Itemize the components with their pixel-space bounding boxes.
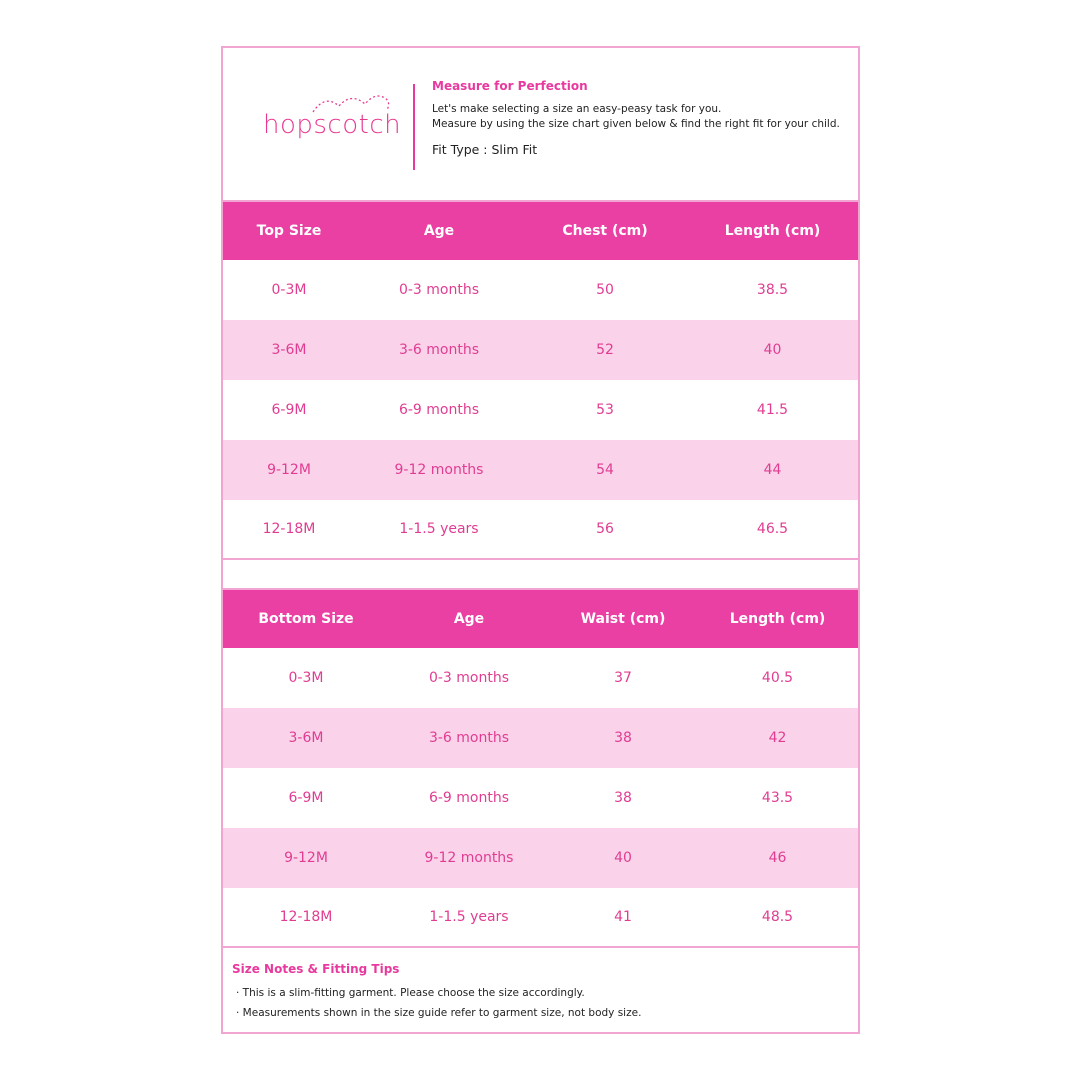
waist-cell: 38	[614, 730, 632, 746]
bottom-size-table	[223, 588, 858, 948]
waist-cell: 41	[614, 909, 632, 925]
header-instructions: Measure by using the size chart given below & find the right fit for your child.	[432, 118, 840, 130]
age-cell: 1-1.5 years	[429, 909, 509, 925]
length-cell: 40.5	[761, 670, 794, 686]
age-cell: 3-6 months	[428, 730, 510, 746]
length-cell: 48.5	[761, 909, 794, 925]
table-header	[223, 588, 858, 648]
table-row	[223, 380, 858, 440]
table-row	[223, 708, 858, 768]
age-cell: 9-12 months	[394, 462, 484, 478]
age-cell: 6-9 months	[428, 790, 510, 806]
waist-cell: 38	[614, 790, 632, 806]
chest-cell: 54	[596, 462, 614, 478]
top-size-table	[223, 200, 858, 560]
size-chart-header	[223, 48, 858, 200]
waist-cell: 37	[614, 670, 632, 686]
age-cell: 0-3 months	[398, 282, 480, 298]
table-row	[223, 768, 858, 828]
length-cell: 40	[763, 342, 782, 358]
hopscotch-logo	[263, 88, 402, 148]
size-cell: 3-6M	[288, 730, 324, 746]
size-chart-card	[221, 46, 860, 1034]
size-cell: 12-18M	[279, 909, 333, 925]
logo-text: hopscotch	[263, 110, 402, 140]
size-cell: 0-3M	[288, 670, 324, 686]
length-cell: 38.5	[756, 282, 789, 298]
table-header	[223, 200, 858, 260]
length-cell: 44	[763, 462, 782, 478]
table-row	[223, 888, 858, 948]
age-cell: 1-1.5 years	[399, 521, 479, 537]
size-notes	[232, 962, 852, 1023]
age-cell: 0-3 months	[428, 670, 510, 686]
column-header: Age	[453, 611, 485, 627]
size-cell: 9-12M	[267, 462, 311, 478]
note-item: · This is a slim-fitting garment. Please choose the size accordingly.	[236, 987, 585, 999]
header-text	[432, 79, 842, 157]
length-cell: 43.5	[761, 790, 794, 806]
size-cell: 0-3M	[271, 282, 307, 298]
column-header: Age	[423, 223, 455, 239]
column-header: Bottom Size	[258, 611, 354, 627]
age-cell: 3-6 months	[398, 342, 480, 358]
chest-cell: 53	[596, 402, 614, 418]
size-cell: 12-18M	[262, 521, 316, 537]
column-header: Length (cm)	[729, 611, 826, 627]
size-cell: 6-9M	[271, 402, 307, 418]
size-cell: 6-9M	[288, 790, 324, 806]
age-cell: 9-12 months	[424, 850, 514, 866]
table-row	[223, 828, 858, 888]
column-header: Top Size	[256, 223, 322, 239]
size-cell: 3-6M	[271, 342, 307, 358]
size-cell: 9-12M	[284, 850, 328, 866]
length-cell: 42	[768, 730, 787, 746]
chest-cell: 56	[596, 521, 614, 537]
table-row	[223, 260, 858, 320]
column-header: Length (cm)	[724, 223, 821, 239]
length-cell: 46.5	[756, 521, 789, 537]
fit-type: Fit Type : Slim Fit	[432, 142, 538, 157]
header-divider	[413, 84, 415, 170]
table-row	[223, 500, 858, 560]
age-cell: 6-9 months	[398, 402, 480, 418]
column-header: Chest (cm)	[562, 223, 648, 239]
header-title: Measure for Perfection	[432, 79, 588, 93]
header-intro: Let's make selecting a size an easy-peasy task for you.	[432, 103, 722, 115]
length-cell: 46	[768, 850, 787, 866]
notes-title: Size Notes & Fitting Tips	[232, 962, 400, 976]
note-item: · Measurements shown in the size guide refer to garment size, not body size.	[236, 1007, 642, 1019]
chest-cell: 52	[596, 342, 614, 358]
table-row	[223, 440, 858, 500]
length-cell: 41.5	[756, 402, 789, 418]
chest-cell: 50	[596, 282, 614, 298]
waist-cell: 40	[614, 850, 632, 866]
column-header: Waist (cm)	[580, 611, 666, 627]
table-row	[223, 648, 858, 708]
table-row	[223, 320, 858, 380]
